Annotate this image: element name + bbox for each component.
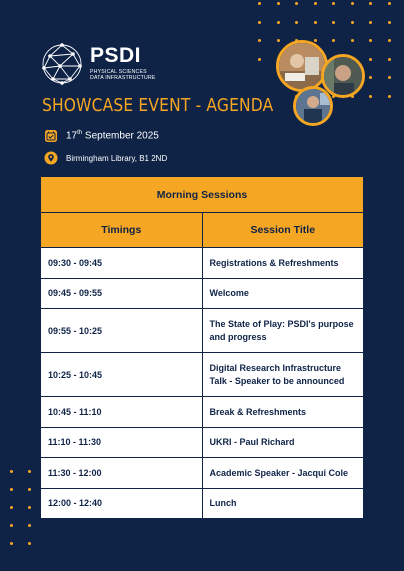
decorative-dot: [314, 2, 317, 5]
decorative-dot: [314, 21, 317, 24]
decorative-dot: [28, 488, 31, 491]
table-row: [41, 353, 364, 397]
decorative-dot: [388, 95, 391, 98]
photo-lab-work: [276, 40, 328, 92]
decorative-dot: [388, 58, 391, 61]
decorative-dot: [332, 21, 335, 24]
network-globe-icon: [40, 42, 84, 86]
row-session-title: [202, 353, 364, 397]
row-session-title: UKRI - Paul Richard: [202, 427, 364, 458]
decorative-dot: [277, 39, 280, 42]
event-title: SHOWCASE EVENT - AGENDA: [42, 95, 274, 116]
row-session-title: Registrations & Refreshments: [202, 248, 364, 279]
decorative-dot: [28, 470, 31, 473]
event-date: [66, 130, 159, 141]
row-timing: 09:30 - 09:45: [41, 248, 203, 279]
row-timing: 09:45 - 09:55: [41, 278, 203, 309]
decorative-dot: [295, 2, 298, 5]
row-session-title: [202, 309, 364, 353]
row-session-title: Academic Speaker - Jacqui Cole: [202, 458, 364, 489]
decorative-dot: [369, 2, 372, 5]
event-date-row: [44, 129, 159, 143]
decorative-dot: [369, 58, 372, 61]
row-session-title: Welcome: [202, 278, 364, 309]
row-timing: 11:10 - 11:30: [41, 427, 203, 458]
event-date-rest: September 2025: [82, 130, 159, 142]
decorative-dot: [258, 2, 261, 5]
event-date-suffix: th: [77, 130, 83, 137]
row-timing: 09:55 - 10:25: [41, 309, 203, 353]
brand-subtitle-line-2: DATA INFRASTRUCTURE: [90, 75, 156, 82]
decorative-dot: [10, 542, 13, 545]
row-timing: 11:30 - 12:00: [41, 458, 203, 489]
row-timing: 10:45 - 11:10: [41, 397, 203, 428]
event-location-row: [44, 151, 167, 165]
decorative-dot: [258, 39, 261, 42]
row-session-title: Lunch: [202, 488, 364, 519]
column-header-session-title: Session Title: [202, 213, 364, 248]
event-location: Birmingham Library, B1 2ND: [66, 153, 168, 163]
decorative-dot: [28, 542, 31, 545]
decorative-dot: [351, 21, 354, 24]
decorative-dot: [351, 2, 354, 5]
section-heading-row: [41, 177, 364, 213]
decorative-dot: [28, 524, 31, 527]
decorative-dot: [10, 488, 13, 491]
decorative-dot: [277, 2, 280, 5]
row-session-title-text: Digital Research Infrastructure Talk - Speaker to be announced: [209, 362, 345, 386]
decorative-dot: [332, 2, 335, 5]
decorative-dot: [28, 506, 31, 509]
decorative-dot: [369, 95, 372, 98]
row-timing: 12:00 - 12:40: [41, 488, 203, 519]
decorative-dot: [369, 39, 372, 42]
photo-presentation: [293, 86, 333, 126]
column-header-row: [41, 213, 364, 248]
decorative-dot: [388, 39, 391, 42]
table-row: [41, 397, 364, 428]
decorative-dot: [10, 470, 13, 473]
column-header-timings: Timings: [41, 213, 203, 248]
psdi-logo: [40, 40, 170, 90]
brand-subtitle-line-1: PHYSICAL SCIENCES: [90, 69, 147, 75]
decorative-dot: [388, 76, 391, 79]
table-row: [41, 427, 364, 458]
decorative-dot: [277, 21, 280, 24]
row-timing: 10:25 - 10:45: [41, 353, 203, 397]
decorative-dot: [258, 58, 261, 61]
table-row: [41, 309, 364, 353]
decorative-dot: [258, 21, 261, 24]
brand-subtitle: [90, 69, 156, 82]
decorative-dot: [351, 39, 354, 42]
event-date-day: 17: [66, 130, 78, 142]
row-session-title: Break & Refreshments: [202, 397, 364, 428]
table-row: [41, 488, 364, 519]
row-session-title-text: The State of Play: PSDI's purpose and progress: [209, 318, 354, 342]
decorative-dot: [332, 39, 335, 42]
decorative-dot: [369, 76, 372, 79]
section-heading: Morning Sessions: [41, 177, 364, 213]
brand-name: PSDI: [90, 44, 142, 67]
table-row: [41, 278, 364, 309]
decorative-dot: [10, 524, 13, 527]
table-row: [41, 248, 364, 279]
decorative-dot: [295, 21, 298, 24]
table-row: [41, 458, 364, 489]
decorative-dot: [314, 39, 317, 42]
decorative-dot: [388, 21, 391, 24]
decorative-dot: [369, 21, 372, 24]
agenda-table: [40, 176, 364, 519]
location-pin-icon: [44, 151, 58, 165]
calendar-icon: [44, 129, 58, 143]
decorative-dot: [10, 506, 13, 509]
decorative-dot: [388, 2, 391, 5]
